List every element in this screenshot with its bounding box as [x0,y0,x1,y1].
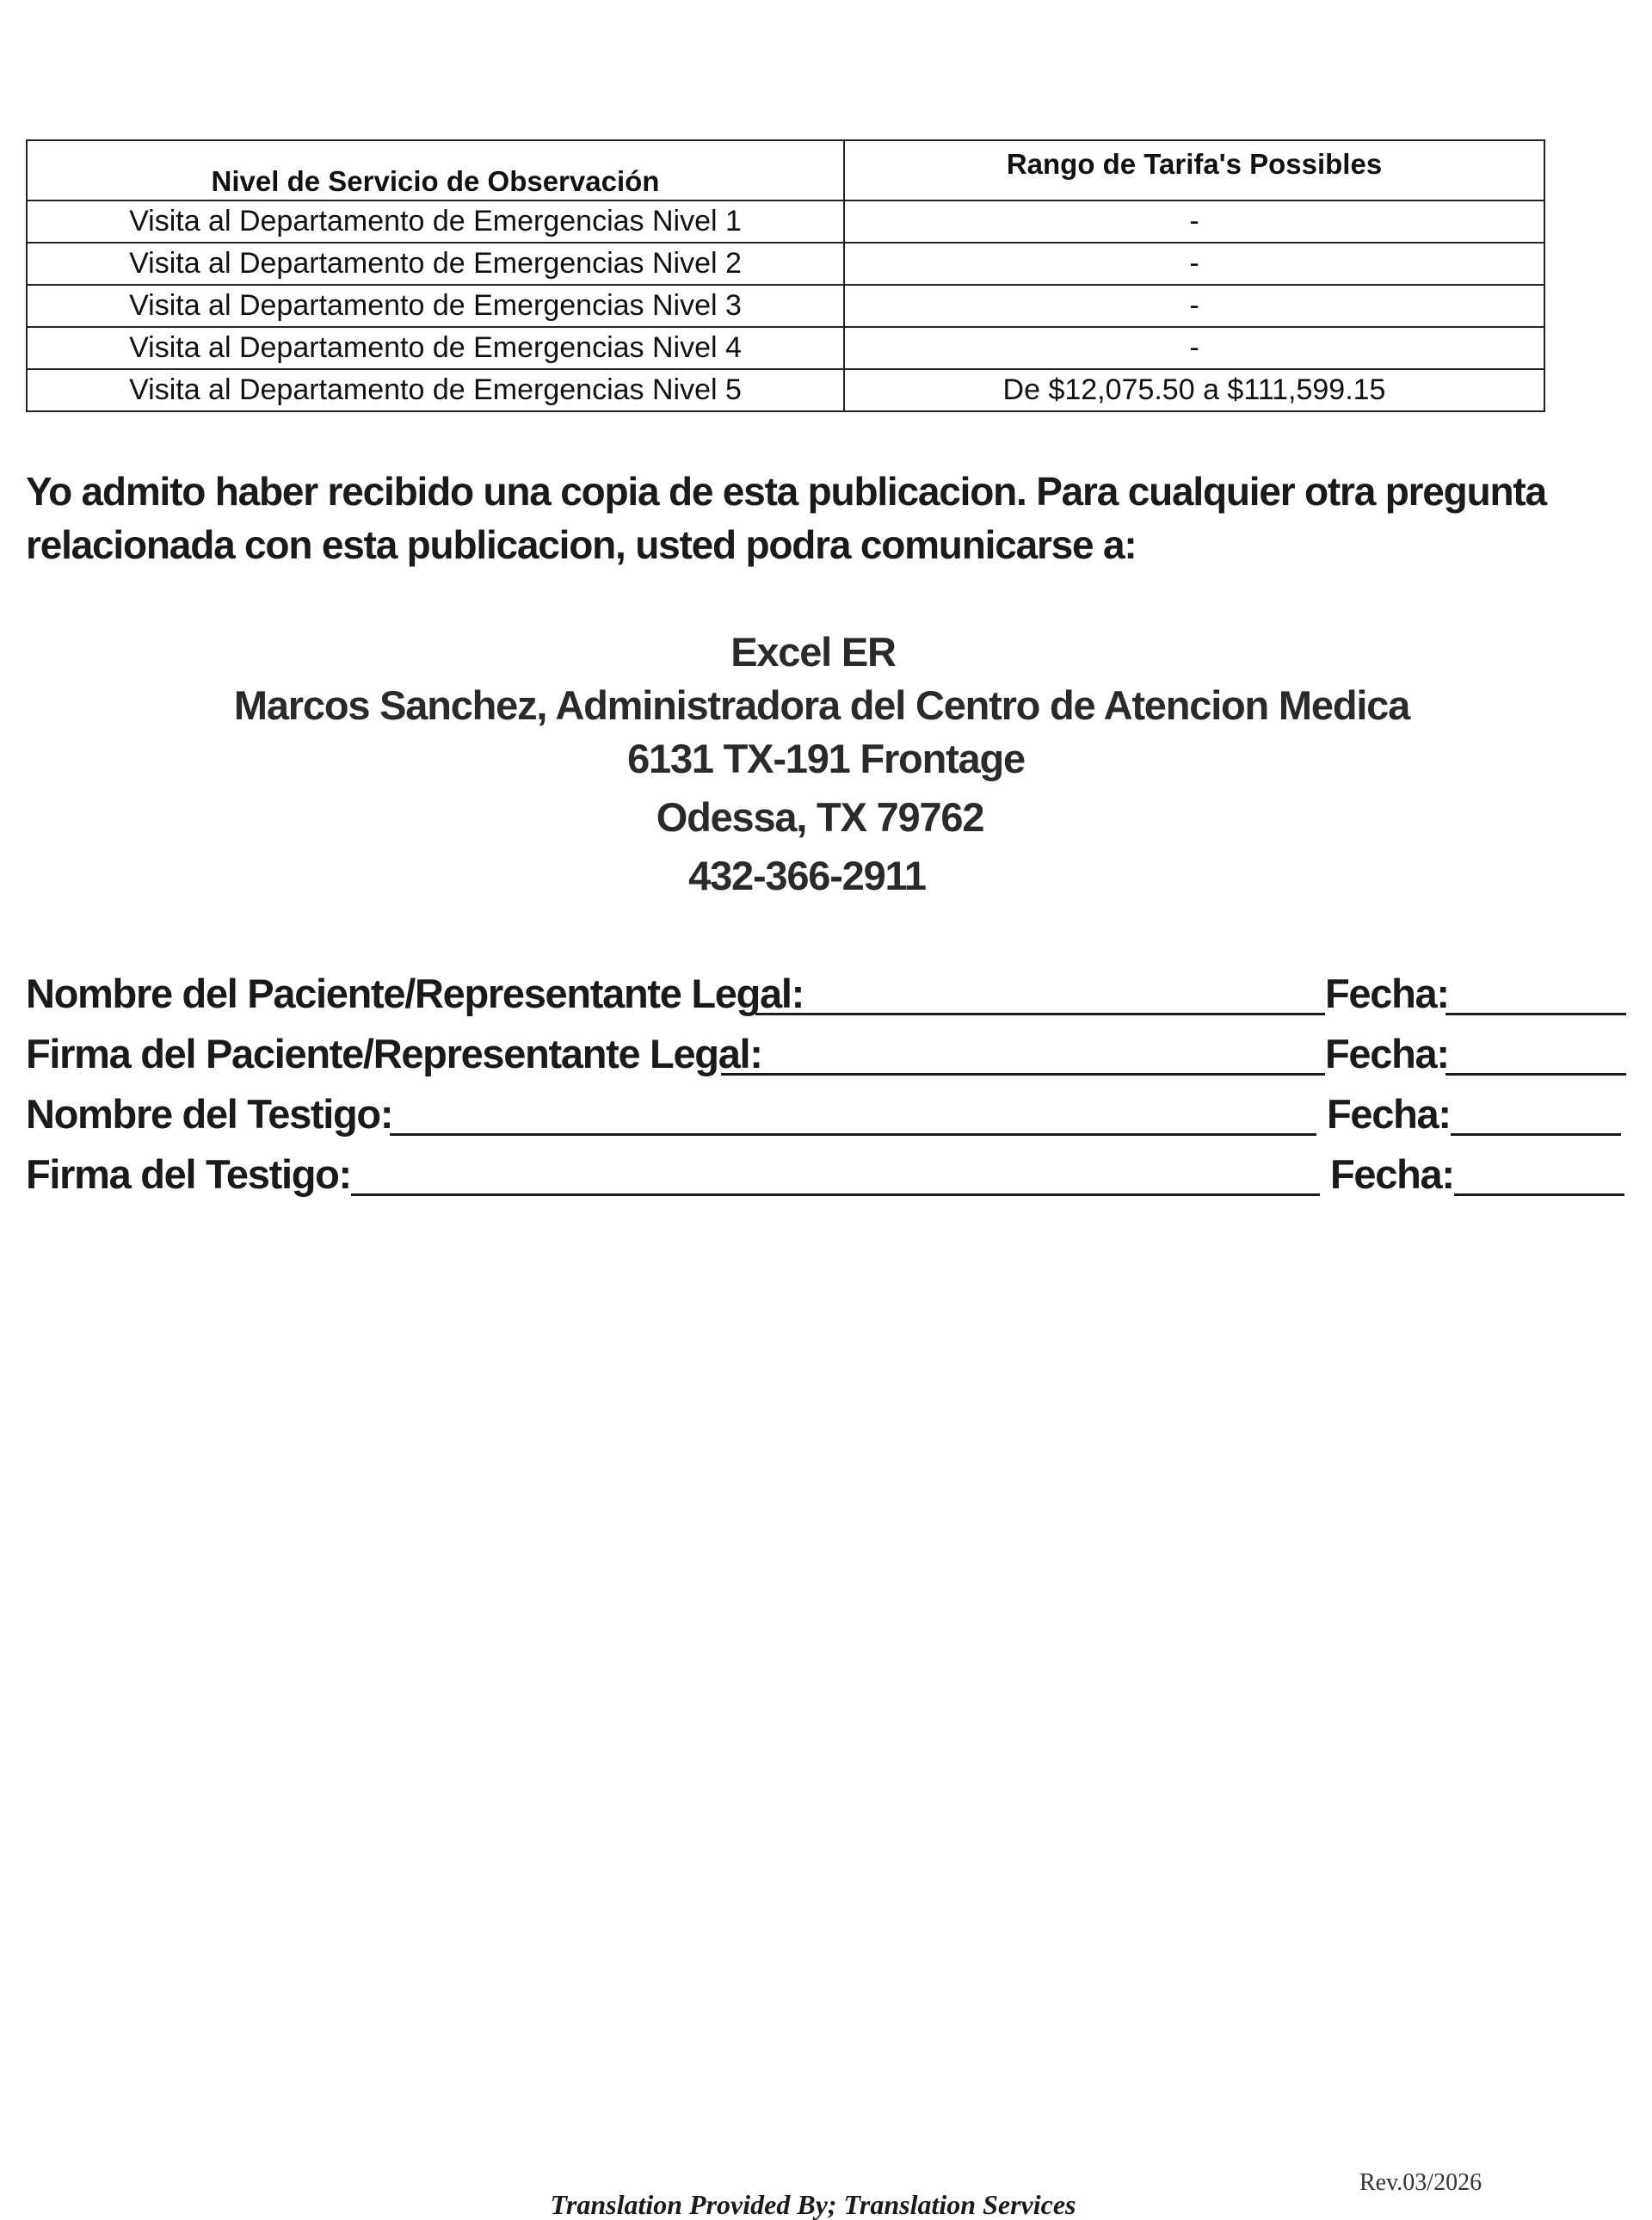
fee-range-cell: - [844,243,1544,285]
fee-range-table [26,139,1545,412]
fee-range-cell: - [844,285,1544,327]
service-level-cell: Visita al Departamento de Emergencias Nivel 3 [27,285,844,327]
acknowledgement-statement: Yo admito haber recibido una copia de esta publicacion. Para cualquier otra pregunta relacionada con esta publicacion, usted podra comunicarse a: [26,469,1546,567]
table-row [27,327,1544,369]
patient-name-field[interactable] [755,1013,1325,1015]
fee-range-cell: De $12,075.50 a $111,599.15 [844,369,1544,411]
column-header-service-level: Nivel de Servicio de Observación [27,140,844,200]
patient-name-date-field[interactable] [1446,1013,1626,1015]
signature-row-witness-signature [26,1146,1626,1201]
witness-signature-date-field[interactable] [1454,1193,1624,1196]
contact-name-title: Marcos Sanchez, Administradora del Centro de Atencion Medica [233,682,1410,728]
patient-signature-field[interactable] [721,1073,1325,1076]
witness-name-field[interactable] [390,1133,1316,1136]
table-row [27,369,1544,411]
witness-signature-field[interactable] [351,1193,1320,1196]
table-header-row [27,140,1544,200]
fee-range-cell: - [844,327,1544,369]
contact-organization: Excel ER [730,629,896,675]
signature-row-witness-name [26,1086,1626,1141]
signature-row-patient-name [26,965,1626,1021]
patient-signature-date-label: Fecha: [1325,1031,1449,1076]
witness-name-date-label: Fecha: [1327,1091,1451,1137]
signature-row-patient-signature [26,1026,1626,1081]
patient-name-label: Nombre del Paciente/Representante Legal: [26,971,804,1016]
witness-name-label: Nombre del Testigo: [26,1091,393,1137]
patient-signature-date-field[interactable] [1446,1073,1626,1076]
column-header-fee-range: Rango de Tarifa's Possibles [844,140,1544,200]
service-level-cell: Visita al Departamento de Emergencias Nivel 5 [27,369,844,411]
translation-credit: Translation Provided By; Translation Services [550,2189,1076,2220]
service-level-cell: Visita al Departamento de Emergencias Nivel 1 [27,200,844,243]
patient-signature-label: Firma del Paciente/Representante Legal: [26,1031,762,1076]
patient-name-date-label: Fecha: [1325,971,1449,1016]
contact-address: 6131 TX-191 Frontage [627,736,1025,781]
revision-label: Rev.03/2026 [1359,2169,1482,2196]
contact-phone: 432-366-2911 [688,853,926,898]
table-row [27,200,1544,243]
contact-city-state-zip: Odessa, TX 79762 [656,794,984,840]
service-level-cell: Visita al Departamento de Emergencias Nivel 4 [27,327,844,369]
witness-signature-label: Firma del Testigo: [26,1151,351,1197]
table-row [27,243,1544,285]
fee-range-cell: - [844,200,1544,243]
witness-name-date-field[interactable] [1451,1133,1621,1136]
service-level-cell: Visita al Departamento de Emergencias Nivel 2 [27,243,844,285]
witness-signature-date-label: Fecha: [1330,1151,1454,1197]
table-row [27,285,1544,327]
